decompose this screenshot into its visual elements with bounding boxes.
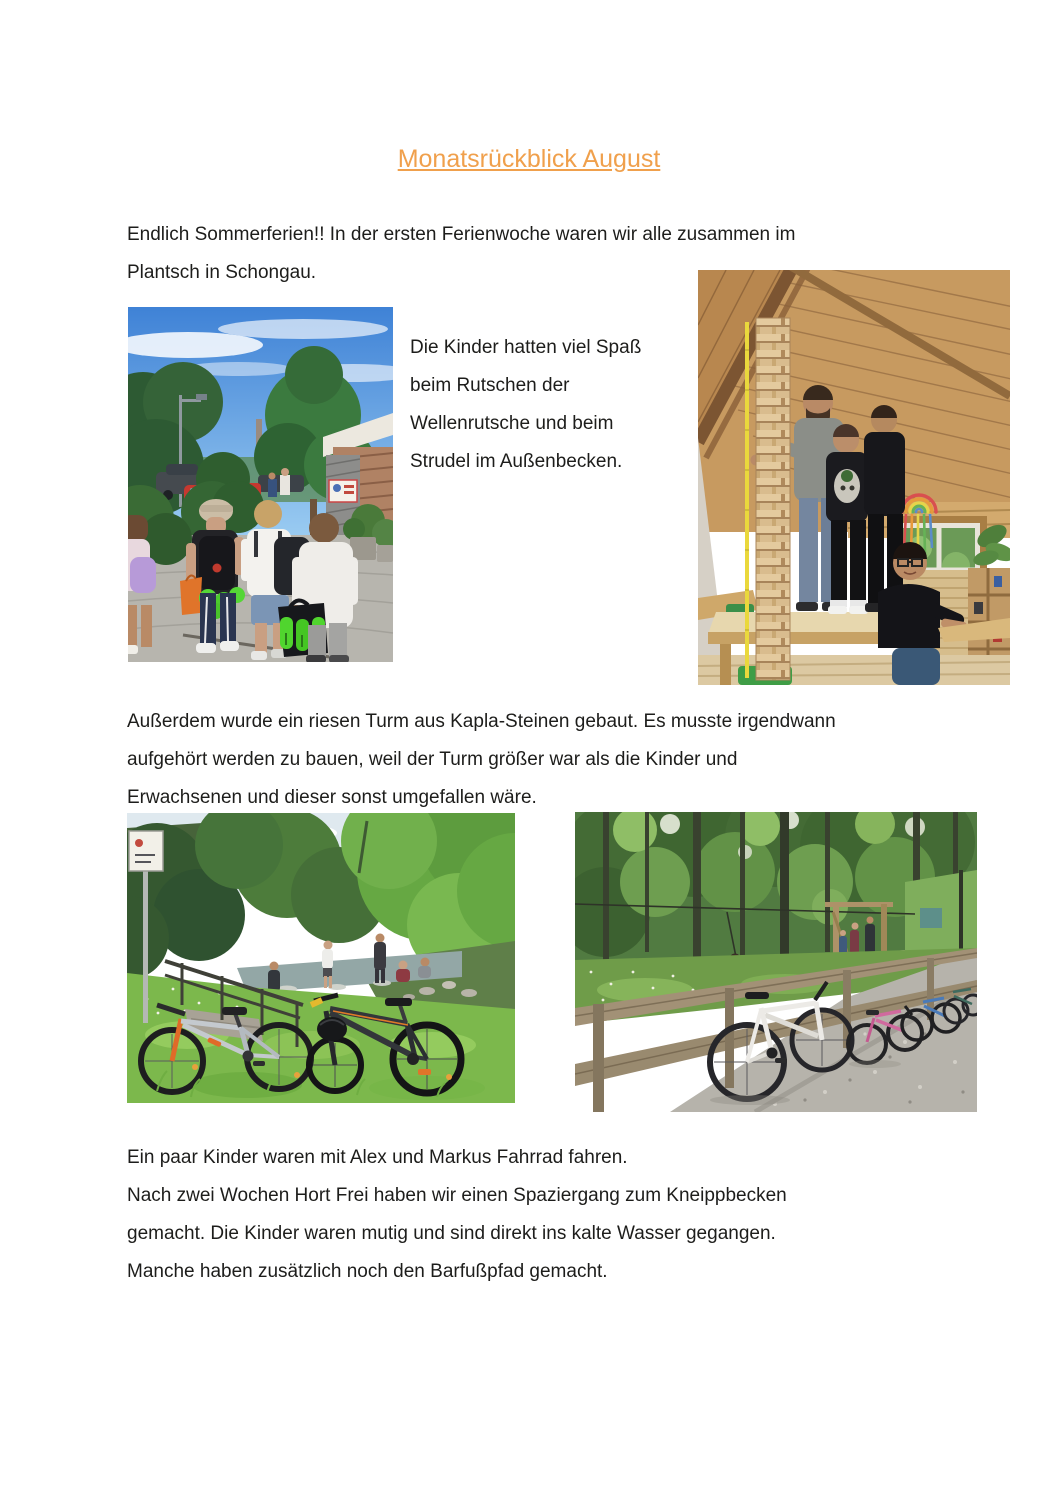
paragraph-outro [127,1139,787,1291]
paragraph-kapla [127,703,836,817]
text-line: Wellenrutsche und beim [410,413,614,434]
text-line: aufgehört werden zu bauen, weil der Turm größer war als die Kinder und [127,749,738,770]
photo-creek-bikes [127,813,515,1103]
text-line: Außerdem wurde ein riesen Turm aus Kapla-Steinen gebaut. Es musste irgendwann [127,711,836,732]
text-line: Endlich Sommerferien!! In der ersten Ferienwoche waren wir alle zusammen im [127,224,796,245]
paragraph-intro [127,216,795,292]
page-title: Monatsrückblick August [397,144,661,173]
text-line: gemacht. Die Kinder waren mutig und sind direkt ins kalte Wasser gegangen. [127,1223,776,1244]
text-line: Die Kinder hatten viel Spaß [410,337,642,358]
photo-pool-walk [128,307,393,662]
paragraph-beside-photo [410,329,641,481]
text-line: Manche haben zusätzlich noch den Barfußpfad gemacht. [127,1261,608,1282]
text-line: Strudel im Außenbecken. [410,451,623,472]
photo-kapla-tower [698,270,1010,685]
photo-fence-bikes [575,812,977,1112]
text-line: Erwachsenen und dieser sonst umgefallen wäre. [127,787,537,808]
text-line: Ein paar Kinder waren mit Alex und Markus Fahrrad fahren. [127,1147,628,1168]
text-line: beim Rutschen der [410,375,570,396]
text-line: Plantsch in Schongau. [127,262,317,283]
text-line: Nach zwei Wochen Hort Frei haben wir einen Spaziergang zum Kneippbecken [127,1185,787,1206]
